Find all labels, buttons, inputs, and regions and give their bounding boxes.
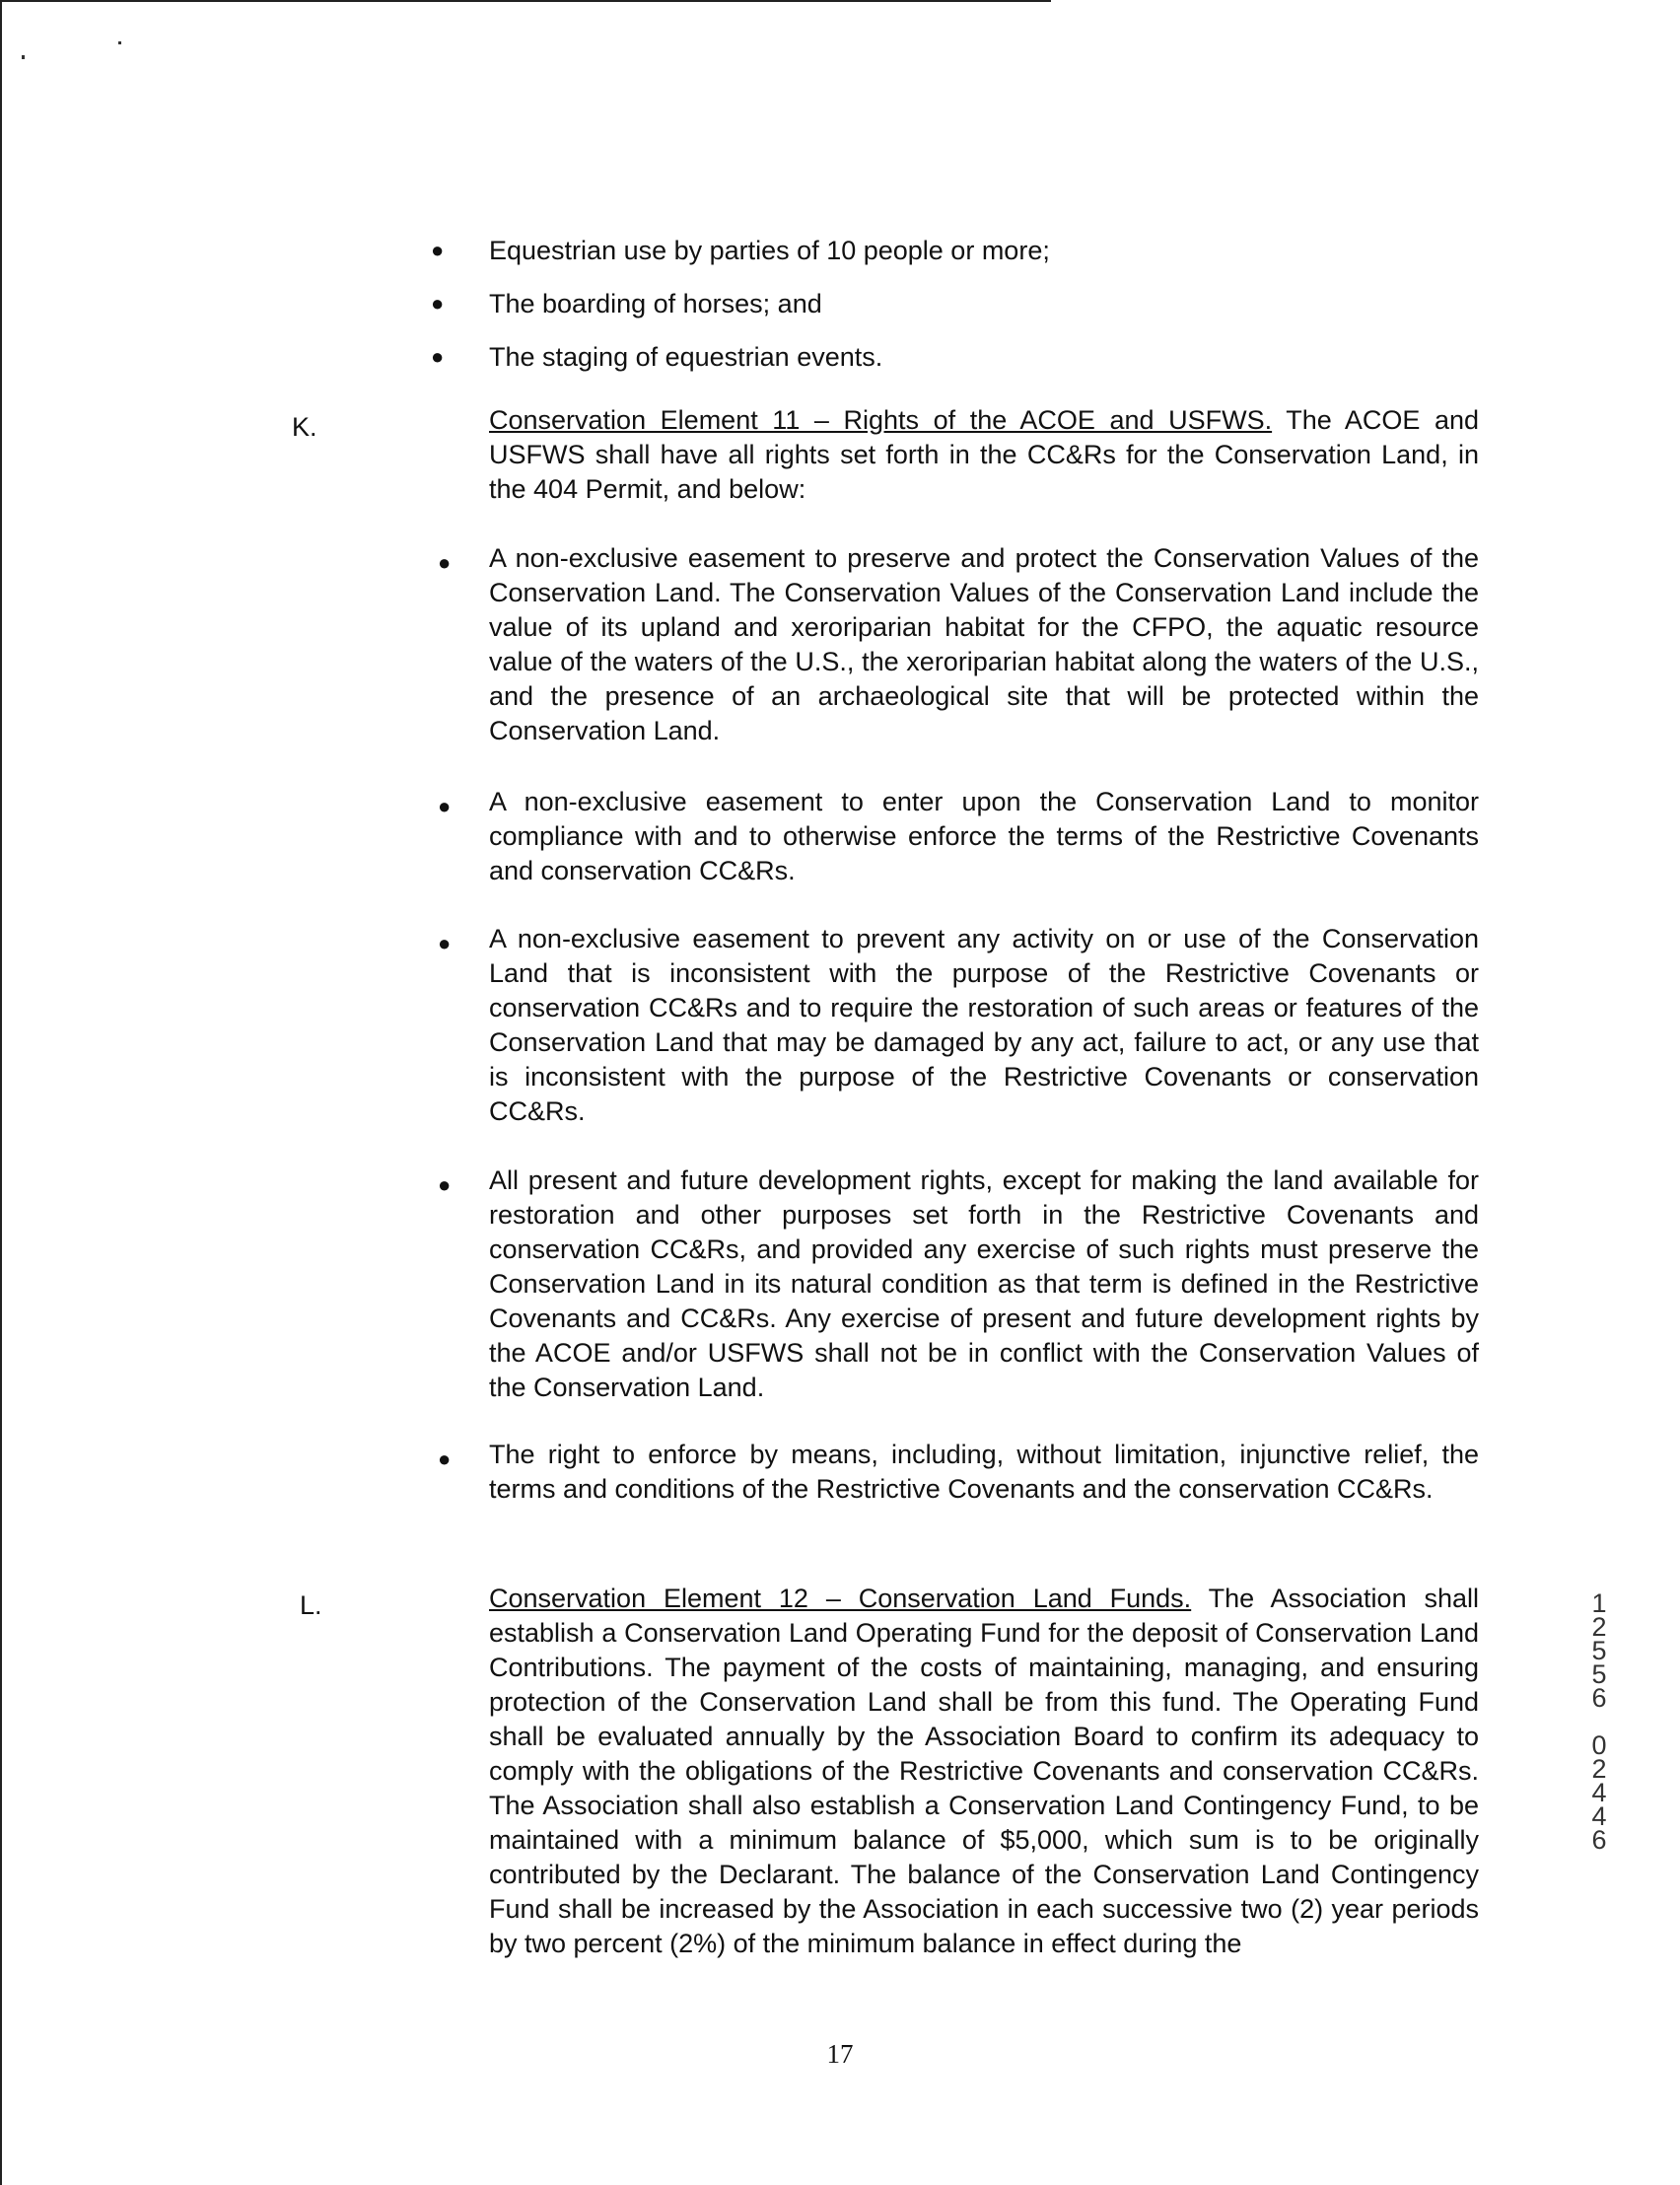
list-item: A non-exclusive easement to prevent any activity on or use of the Conservation Land that is inconsistent with the purpose of the Restrictive Covenants or conservation CC&Rs and to require the restoration of such areas or features of the Conservation Land that may be damaged by any act, failure to act, or any use that is inconsistent with the purpose of the Restrictive Covenants or conservation CC&Rs.: [489, 924, 1479, 1126]
list-item: The right to enforce by means, including, without limitation, injunctive relief, the terms and conditions of the Restrictive Covenants and the conservation CC&Rs.: [489, 1440, 1479, 1504]
scan-speck: [118, 41, 121, 44]
bates-digit: 0: [1591, 1730, 1607, 1760]
bullet-icon: ●: [431, 291, 445, 316]
bates-digit: 2: [1591, 1754, 1607, 1784]
scan-speck: [22, 55, 25, 59]
section-k-label: K.: [292, 412, 317, 442]
section-l-body: [489, 1582, 1479, 1961]
list-item-text: Equestrian use by parties of 10 people or more;: [489, 236, 1050, 265]
list-item: A non-exclusive easement to preserve and protect the Conservation Values of the Conservation Land. The Conservation Values of the Conservation Land include the value of its upland and xeroriparian habitat for the CFPO, the aquatic resource value of the waters of the U.S., the xeroriparian habitat along the waters of the U.S., and the presence of an archaeological site that will be protected within the Conservation Land.: [489, 543, 1479, 745]
section-l-body-text: The Association shall establish a Conservation Land Operating Fund for the deposit of Conservation Land Contributions. The payment of the costs of maintaining, managing, and ensuring protection of the Conservation Land shall be from this fund. The Operating Fund shall be evaluated annually by the Association Board to confirm its adequacy to comply with the obligations of the Restrictive Covenants and conservation CC&Rs. The Association shall also establish a Conservation Land Contingency Fund, to be maintained with a minimum balance of $5,000, which sum is to be originally contributed by the Declarant. The balance of the Conservation Land Contingency Fund shall be increased by the Association in each successive two (2) year periods by two percent (2%) of the minimum balance in effect during the: [489, 1584, 1480, 1958]
section-k-intro-text: The ACOE and USFWS shall have all rights set forth in the CC&Rs for the Conservation Land, in the 404 Permit, and below:: [489, 405, 1479, 504]
list-item-text: The boarding of horses; and: [489, 289, 822, 318]
bullet-icon: ●: [438, 550, 452, 575]
bullet-icon: ●: [438, 1172, 452, 1197]
list-item-text: The staging of equestrian events.: [489, 342, 883, 372]
section-l-heading: Conservation Element 12 – Conservation Land Funds.: [489, 1584, 1192, 1613]
bates-digit: 6: [1591, 1825, 1607, 1855]
page-number: 17: [826, 2039, 854, 2069]
bullet-icon: ●: [438, 931, 452, 955]
bates-digit: 4: [1591, 1801, 1607, 1831]
list-item: A non-exclusive easement to enter upon the Conservation Land to monitor compliance with and to otherwise enforce the terms of the Restrictive Covenants and conservation CC&Rs.: [489, 787, 1479, 885]
bullet-icon: ●: [431, 238, 445, 262]
bullet-icon: ●: [438, 794, 452, 818]
bates-digit: 4: [1591, 1778, 1607, 1807]
scan-top-border: [0, 0, 1051, 2]
scan-left-border: [0, 0, 2, 2185]
bates-digit: 1: [1591, 1588, 1607, 1618]
bates-number: [1579, 1588, 1619, 1855]
section-l-label: L.: [300, 1590, 322, 1620]
section-k-intro: [489, 403, 1479, 507]
bullet-icon: ●: [431, 344, 445, 369]
bates-digit: 2: [1591, 1612, 1607, 1642]
bullet-icon: ●: [438, 1446, 452, 1471]
bates-digit: 5: [1591, 1636, 1607, 1665]
bates-digit: 6: [1591, 1683, 1607, 1713]
section-k-heading: Conservation Element 11 – Rights of the ACOE and USFWS.: [489, 405, 1273, 435]
bates-digit: 5: [1591, 1659, 1607, 1689]
list-item: All present and future development rights, except for making the land available for restoration and other purposes set forth in the Restrictive Covenants and conservation CC&Rs, and provided any exercise of such rights must preserve the Conservation Land in its natural condition as that term is defined in the Restrictive Covenants and CC&Rs. Any exercise of present and future development rights by the ACOE and/or USFWS shall not be in conflict with the Conservation Values of the Conservation Land.: [489, 1165, 1479, 1402]
